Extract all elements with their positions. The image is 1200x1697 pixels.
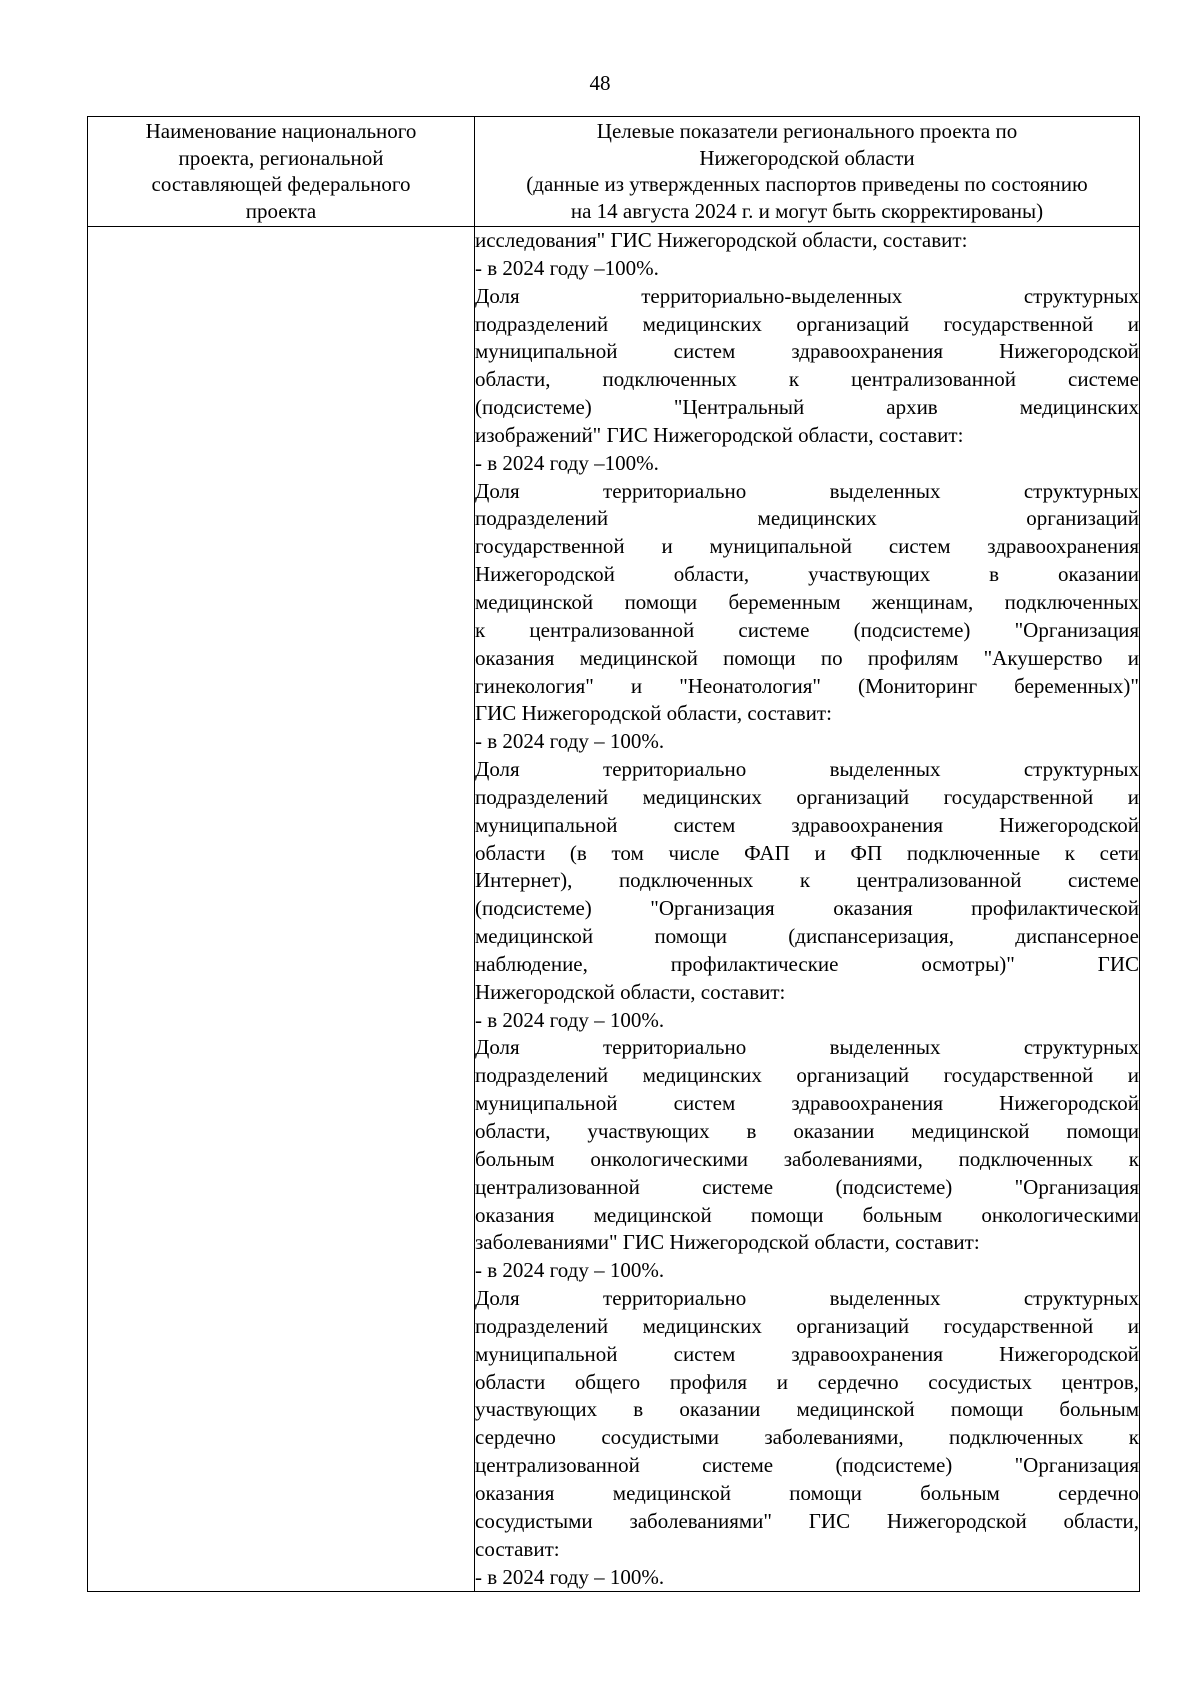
indicator-text-line: участвующих в оказании медицинской помощи больным (475, 1397, 1139, 1422)
indicator-target-value: - в 2024 году – 100%. (475, 1007, 665, 1032)
indicator-text-line: оказания медицинской помощи больным онкологическими (475, 1202, 1139, 1227)
indicator-text-line: Доля территориально выделенных структурных (475, 478, 1139, 503)
indicator-text-line: Доля территориально выделенных структурных (475, 757, 1139, 782)
indicator-text-line: заболеваниями" ГИС Нижегородской области, составит: (475, 1230, 980, 1255)
header-project-name-line: составляющей федерального (151, 172, 411, 196)
indicator-paragraph (475, 756, 1139, 1034)
header-indicators-line: Нижегородской области (699, 145, 915, 170)
indicator-paragraph (475, 478, 1139, 756)
indicator-paragraph (475, 227, 1139, 283)
indicator-paragraph (475, 1034, 1139, 1285)
header-project-name-line: проекта (245, 198, 317, 223)
indicator-text-line: исследования" ГИС Нижегородской области, составит: (475, 228, 968, 252)
indicator-text-line: подразделений медицинских организаций (475, 506, 1139, 531)
indicator-text-line: централизованной системе (подсистеме) "Организация (475, 1174, 1139, 1199)
indicator-text-line: Доля территориально выделенных структурных (475, 1035, 1139, 1060)
indicator-text-line: составит: (475, 1536, 560, 1561)
indicators-table (87, 116, 1140, 1592)
page-number: 48 (589, 71, 611, 95)
indicator-text-line: подразделений медицинских организаций государственной и (475, 784, 1139, 809)
indicator-text-line: области (в том числе ФАП и ФП подключенные к сети (475, 840, 1139, 865)
header-indicators-line: Целевые показатели регионального проекта по (596, 119, 1018, 143)
indicator-text-line: оказания медицинской помощи по профилям "Акушерство и (475, 645, 1139, 670)
indicator-text-line: централизованной системе (подсистеме) "Организация (475, 1453, 1139, 1478)
indicators-cell (475, 227, 1140, 1592)
indicator-text-line: Доля территориально-выделенных структурных (475, 283, 1139, 308)
indicator-text-line: Интернет), подключенных к централизованной системе (475, 868, 1139, 893)
indicator-text-line: муниципальной систем здравоохранения Нижегородской (475, 812, 1139, 837)
indicator-text-line: Доля территориально выделенных структурных (475, 1286, 1139, 1311)
indicator-text-line: больным онкологическими заболеваниями, подключенных к (475, 1146, 1139, 1171)
indicator-target-value: - в 2024 году – 100%. (475, 1258, 665, 1283)
indicator-text-line: области общего профиля и сердечно сосудистых центров, (475, 1369, 1139, 1394)
indicator-text-line: (подсистеме) "Центральный архив медицинских (475, 395, 1139, 420)
indicator-text-line: области, участвующих в оказании медицинской помощи (475, 1119, 1139, 1143)
indicator-text-line: наблюдение, профилактические осмотры)" ГИС (475, 951, 1139, 976)
indicator-text-line: сосудистыми заболеваниями" ГИС Нижегородской области, (475, 1508, 1139, 1533)
header-project-name-line: Наименование национального (145, 119, 417, 143)
indicator-text-line: Нижегородской области, составит: (475, 979, 786, 1004)
indicator-target-value: - в 2024 году – 100%. (475, 1564, 665, 1589)
indicator-text-line: подразделений медицинских организаций государственной и (475, 1063, 1139, 1088)
indicator-text-line: (подсистеме) "Организация оказания профилактической (475, 896, 1139, 921)
header-cell-indicators (475, 117, 1140, 227)
header-indicators-line: (данные из утвержденных паспортов приведены по состоянию (526, 172, 1088, 196)
indicator-text-line: области, подключенных к централизованной системе (475, 367, 1139, 392)
indicator-text-line: медицинской помощи (диспансеризация, диспансерное (475, 924, 1139, 949)
project-name-cell (88, 227, 475, 1592)
indicator-text-line: ГИС Нижегородской области, составит: (475, 701, 832, 726)
header-text-project-name (88, 117, 474, 226)
indicator-text-line: гинекология" и "Неонатология" (Мониторинг беременных)" (475, 673, 1139, 698)
indicator-text-line: изображений" ГИС Нижегородской области, составит: (475, 422, 964, 447)
indicator-text-line: муниципальной систем здравоохранения Нижегородской (475, 339, 1139, 364)
indicator-target-value: - в 2024 году –100%. (475, 450, 659, 475)
indicator-text-line: сердечно сосудистыми заболеваниями, подключенных к (475, 1425, 1139, 1450)
indicator-text-line: к централизованной системе (подсистеме) "Организация (475, 617, 1139, 642)
table-header-row (88, 117, 1140, 227)
indicator-text-line: государственной и муниципальной систем здравоохранения (475, 534, 1139, 559)
indicator-text-line: муниципальной систем здравоохранения Нижегородской (475, 1341, 1139, 1366)
indicator-paragraph (475, 1285, 1139, 1591)
header-cell-project-name (88, 117, 475, 227)
indicator-text-line: муниципальной систем здравоохранения Нижегородской (475, 1091, 1139, 1116)
indicator-text-line: Нижегородской области, участвующих в оказании (475, 562, 1139, 587)
table-row (88, 227, 1140, 1592)
header-project-name-line: проекта, региональной (178, 145, 384, 170)
indicator-text-line: оказания медицинской помощи больным сердечно (475, 1480, 1139, 1505)
header-indicators-line: на 14 августа 2024 г. и могут быть скорректированы) (570, 198, 1044, 223)
indicator-text-line: подразделений медицинских организаций государственной и (475, 1313, 1139, 1338)
indicator-target-value: - в 2024 году –100%. (475, 255, 659, 280)
indicator-paragraph (475, 283, 1139, 478)
indicator-target-value: - в 2024 году – 100%. (475, 729, 665, 754)
indicator-text-line: медицинской помощи беременным женщинам, подключенных (475, 589, 1139, 614)
indicator-text-line: подразделений медицинских организаций государственной и (475, 311, 1139, 336)
header-text-indicators (475, 117, 1139, 226)
